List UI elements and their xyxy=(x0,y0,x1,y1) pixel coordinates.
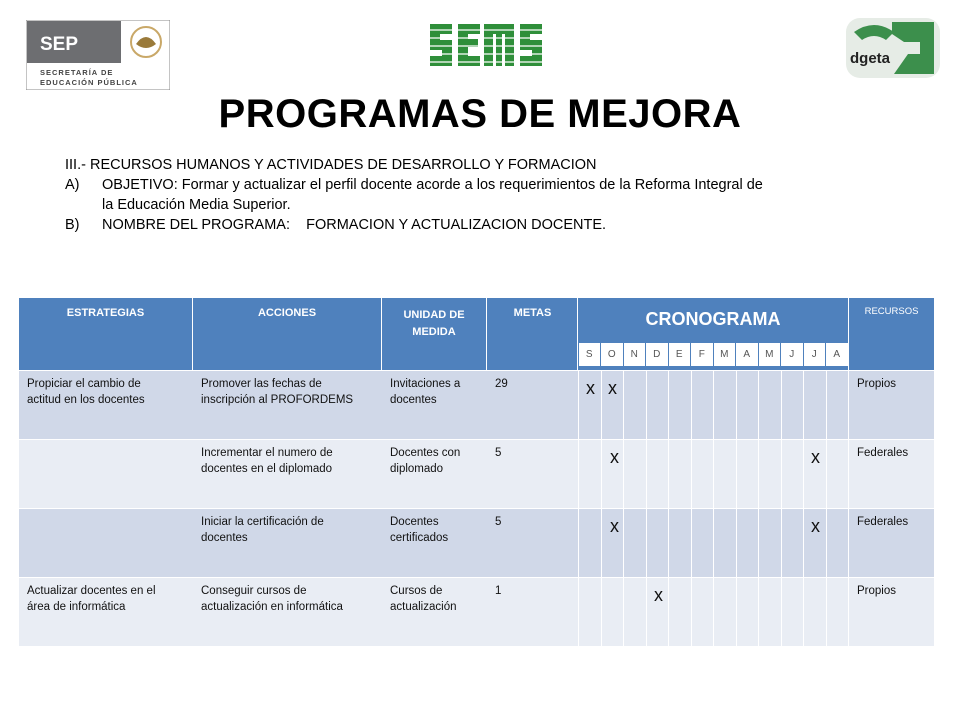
unidad-cell-text: docentes xyxy=(390,394,437,406)
header-acciones: ACCIONES xyxy=(257,307,317,319)
table-row xyxy=(19,508,934,577)
meta-cell xyxy=(487,370,577,439)
estrategia-cell-text: actitud en los docentes xyxy=(27,394,145,406)
accion-cell xyxy=(193,508,381,577)
schedule-divider xyxy=(601,370,602,439)
schedule-mark: x xyxy=(811,447,820,467)
schedule-divider xyxy=(758,577,759,646)
schedule-mark: x xyxy=(610,516,619,536)
recurso-cell-text: Propios xyxy=(857,378,896,390)
schedule-divider xyxy=(848,577,849,646)
meta-cell-text: 1 xyxy=(495,585,502,597)
sems-logo xyxy=(424,16,550,74)
estrategia-cell-text: área de informática xyxy=(27,601,126,613)
schedule-divider xyxy=(758,370,759,439)
month-header-cell: A xyxy=(826,343,848,366)
objective-item xyxy=(65,175,895,215)
schedule-divider xyxy=(736,508,737,577)
schedule-divider xyxy=(713,370,714,439)
schedule-divider xyxy=(646,370,647,439)
month-header-cell: D xyxy=(646,343,668,366)
meta-cell xyxy=(487,577,577,646)
objective-text-line1: OBJETIVO: Formar y actualizar el perfil docente acorde a los requerimientos de la Reforma Integral de xyxy=(102,177,763,193)
header-recursos: RECURSOS xyxy=(864,306,919,317)
schedule-divider xyxy=(691,439,692,508)
month-header-cell: M xyxy=(714,343,736,366)
schedule-divider xyxy=(826,439,827,508)
header-cronograma: CRONOGRAMA xyxy=(645,308,781,329)
accion-cell-text: docentes xyxy=(201,532,248,544)
schedule-divider xyxy=(736,577,737,646)
schedule-divider xyxy=(803,439,804,508)
estrategia-cell xyxy=(19,370,192,439)
program-name-marker: B) xyxy=(65,217,80,233)
schedule-divider xyxy=(736,439,737,508)
schedule-divider xyxy=(623,508,624,577)
row-separator xyxy=(19,370,934,371)
program-name-item xyxy=(65,215,895,235)
unidad-cell xyxy=(382,508,486,577)
unidad-cell-text: certificados xyxy=(390,532,449,544)
accion-cell-text: Conseguir cursos de xyxy=(201,585,307,597)
estrategia-cell xyxy=(19,508,192,577)
sep-logo-line1: SECRETARÍA DE xyxy=(40,68,114,77)
schedule-divider xyxy=(578,439,579,508)
schedule-divider xyxy=(758,439,759,508)
accion-cell xyxy=(193,370,381,439)
accion-cell-text: Promover las fechas de xyxy=(201,378,322,390)
unidad-cell-text: Docentes xyxy=(390,516,439,528)
schedule-divider xyxy=(781,577,782,646)
objective-marker: A) xyxy=(65,177,80,193)
schedule-divider xyxy=(781,508,782,577)
unidad-cell-text: Docentes con xyxy=(390,447,461,459)
schedule-mark: x xyxy=(654,585,663,605)
program-name-text: NOMBRE DEL PROGRAMA: FORMACION Y ACTUALIZACION DOCENTE. xyxy=(102,217,607,233)
recurso-cell xyxy=(849,370,934,439)
schedule-divider xyxy=(646,508,647,577)
month-header-cell: N xyxy=(624,343,646,366)
month-header-cell: M xyxy=(759,343,781,366)
month-header-cell: E xyxy=(669,343,691,366)
header-metas: METAS xyxy=(513,307,552,319)
header-estrategias: ESTRATEGIAS xyxy=(66,307,145,319)
schedule-divider xyxy=(691,370,692,439)
schedule-mark: x xyxy=(811,516,820,536)
unidad-cell-text: diplomado xyxy=(390,463,444,475)
header-divider xyxy=(848,298,849,370)
schedule-mark: x xyxy=(610,447,619,467)
schedule-divider xyxy=(848,508,849,577)
schedule-divider xyxy=(601,439,602,508)
meta-cell-text: 5 xyxy=(495,516,502,528)
schedule-divider xyxy=(668,370,669,439)
schedule-divider xyxy=(713,577,714,646)
recurso-cell-text: Federales xyxy=(857,516,909,528)
estrategia-cell-text: Actualizar docentes en el xyxy=(27,585,156,597)
unidad-cell xyxy=(382,439,486,508)
header-divider xyxy=(192,298,193,370)
accion-cell-text: Iniciar la certificación de xyxy=(201,516,324,528)
schedule-divider xyxy=(803,508,804,577)
table-row xyxy=(19,439,934,508)
schedule-divider xyxy=(713,508,714,577)
accion-cell-text: docentes en el diplomado xyxy=(201,463,333,475)
unidad-cell xyxy=(382,577,486,646)
schedule-divider xyxy=(691,508,692,577)
schedule-divider xyxy=(623,439,624,508)
estrategia-cell xyxy=(19,577,192,646)
accion-cell-text: inscripción al PROFORDEMS xyxy=(201,394,354,406)
accion-cell xyxy=(193,439,381,508)
table-row xyxy=(19,370,934,439)
accion-cell-text: actualización en informática xyxy=(201,601,343,613)
schedule-divider xyxy=(646,439,647,508)
schedule-divider xyxy=(848,370,849,439)
schedule-divider xyxy=(578,577,579,646)
schedule-divider xyxy=(848,439,849,508)
schedule-divider xyxy=(781,439,782,508)
sep-logo xyxy=(26,20,170,90)
estrategia-cell-text: Propiciar el cambio de xyxy=(27,378,141,390)
schedule-divider xyxy=(601,508,602,577)
schedule-divider xyxy=(781,370,782,439)
recurso-cell xyxy=(849,439,934,508)
accion-cell xyxy=(193,577,381,646)
schedule-divider xyxy=(803,577,804,646)
dgeta-logo-name: dgeta xyxy=(850,50,891,67)
schedule-divider xyxy=(826,508,827,577)
month-header-cell: S xyxy=(579,343,601,366)
program-description xyxy=(65,155,895,235)
row-separator xyxy=(19,577,934,578)
schedule-divider xyxy=(803,370,804,439)
recurso-cell xyxy=(849,508,934,577)
meta-cell-text: 29 xyxy=(495,378,508,390)
recurso-cell xyxy=(849,577,934,646)
schedule-divider xyxy=(623,577,624,646)
header-divider xyxy=(486,298,487,370)
unidad-cell-text: Cursos de xyxy=(390,585,443,597)
schedule-divider xyxy=(758,508,759,577)
schedule-divider xyxy=(826,370,827,439)
header-unidad-de-medida xyxy=(382,298,486,370)
meta-cell xyxy=(487,439,577,508)
schedule-divider xyxy=(713,439,714,508)
header-unidad-line1: UNIDAD DE xyxy=(403,309,465,321)
schedule-divider xyxy=(826,577,827,646)
month-header-cell: O xyxy=(601,343,623,366)
meta-cell-text: 5 xyxy=(495,447,502,459)
accion-cell-text: Incrementar el numero de xyxy=(201,447,333,459)
schedule-divider xyxy=(601,577,602,646)
schedule-divider xyxy=(646,577,647,646)
page-title: PROGRAMAS DE MEJORA xyxy=(218,92,742,136)
objective-text-line2: la Educación Media Superior. xyxy=(102,197,291,213)
table-row xyxy=(19,577,934,646)
row-separator xyxy=(19,439,934,440)
header-unidad-line2: MEDIDA xyxy=(412,326,456,338)
unidad-cell-text: Invitaciones a xyxy=(390,378,461,390)
schedule-mark: x xyxy=(608,378,617,398)
month-header-cell: A xyxy=(736,343,758,366)
schedule-mark: x xyxy=(586,378,595,398)
section-heading: III.- RECURSOS HUMANOS Y ACTIVIDADES DE DESARROLLO Y FORMACION xyxy=(65,157,597,173)
month-header-cell: F xyxy=(691,343,713,366)
improvement-program-table xyxy=(19,298,934,646)
schedule-divider xyxy=(623,370,624,439)
header-divider xyxy=(381,298,382,370)
sep-logo-line2: EDUCACIÓN PÚBLICA xyxy=(40,78,138,87)
schedule-divider xyxy=(691,577,692,646)
estrategia-cell xyxy=(19,439,192,508)
month-header-cell: J xyxy=(781,343,803,366)
month-header-cell: J xyxy=(804,343,826,366)
unidad-cell-text: actualización xyxy=(390,601,457,613)
meta-cell xyxy=(487,508,577,577)
recurso-cell-text: Propios xyxy=(857,585,896,597)
schedule-divider xyxy=(736,370,737,439)
schedule-divider xyxy=(668,577,669,646)
dgeta-logo xyxy=(846,18,940,78)
schedule-divider xyxy=(578,370,579,439)
schedule-divider xyxy=(668,508,669,577)
schedule-divider xyxy=(668,439,669,508)
schedule-divider xyxy=(578,508,579,577)
sep-logo-name: SEP xyxy=(40,34,79,55)
recurso-cell-text: Federales xyxy=(857,447,909,459)
unidad-cell xyxy=(382,370,486,439)
row-separator xyxy=(19,508,934,509)
